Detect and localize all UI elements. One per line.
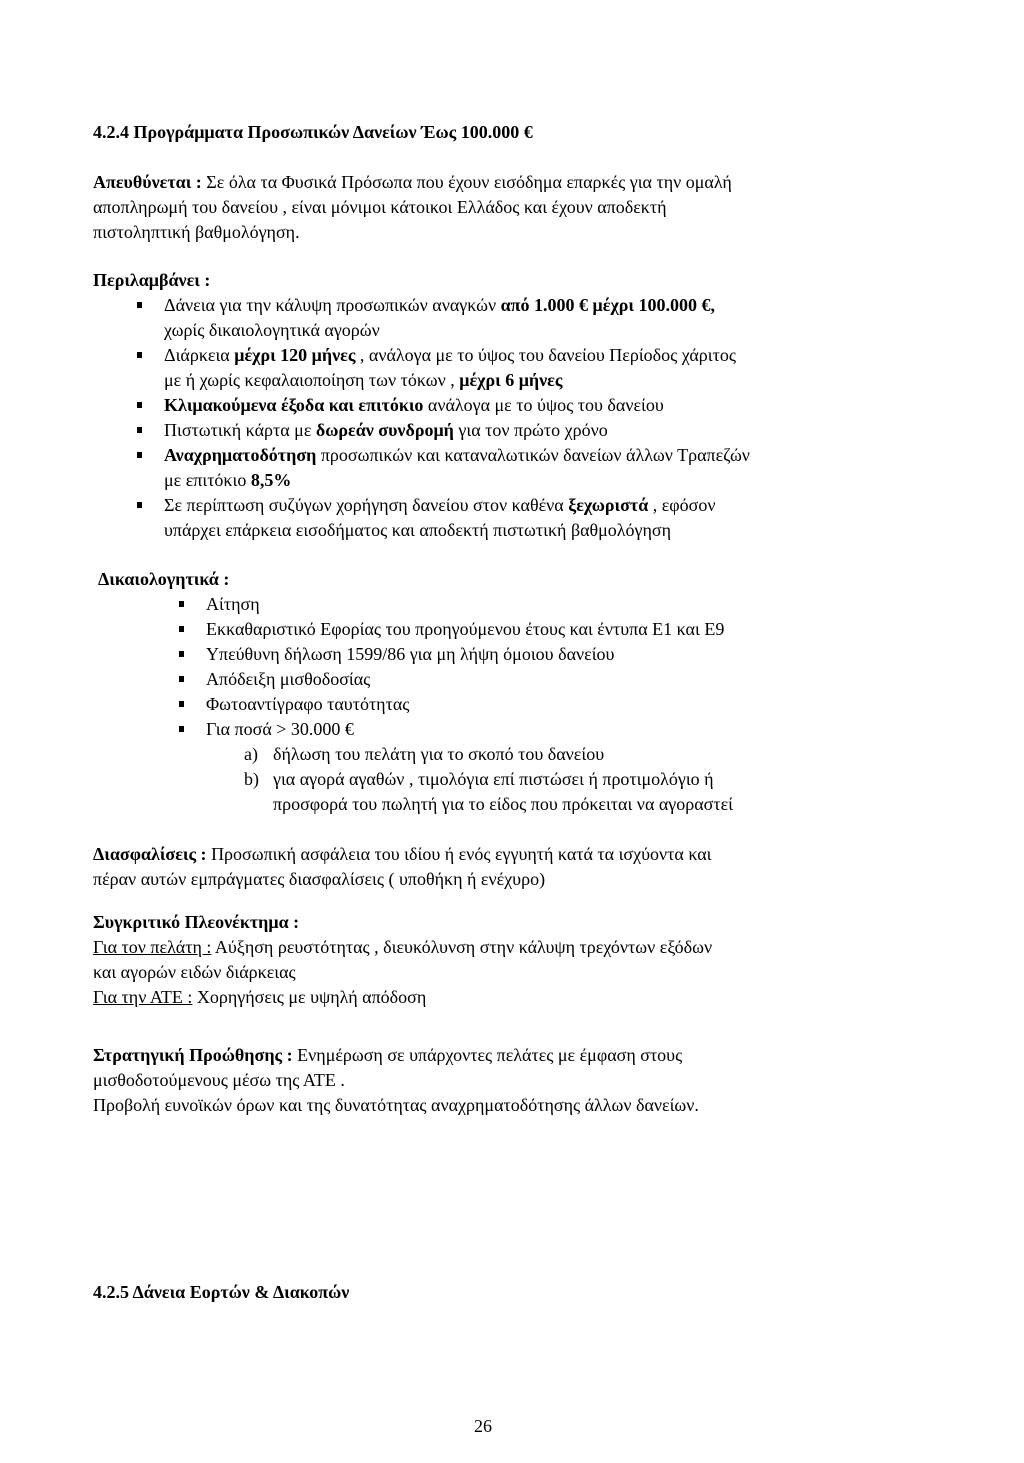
list-item: Εκκαθαριστικό Εφορίας του προηγούμενου έτους και έντυπα Ε1 και Ε9 — [176, 617, 896, 642]
list-item: Διάρκεια μέχρι 120 μήνες , ανάλογα με το ύψος του δανείου Περίοδος χάριτος με ή χωρίς κεφαλαιοποίηση των τόκων , μέχρι 6 μήνες — [134, 343, 894, 393]
docs-sub-a-text: δήλωση του πελάτη για το σκοπό του δανείου — [273, 744, 605, 764]
list-item: Αίτηση — [176, 592, 896, 617]
section-title-text: 4.2.4 Προγράμματα Προσωπικών Δανείων Έως 100.000 € — [93, 122, 533, 142]
docs-sub-b-text-1: για αγορά αγαθών , τιμολόγια επί πιστώσει ή προτιμολόγιο ή — [273, 769, 714, 789]
guarantees-paragraph: Διασφαλίσεις : Προσωπική ασφάλεια του ιδίου ή ενός εγγυητή κατά τα ισχύοντα και πέραν αυτών εμπράγματες διασφαλίσεις ( υποθήκη ή ενέχυρο) — [93, 844, 712, 889]
docs-heading: Δικαιολογητικά : — [98, 569, 230, 589]
list-item: Πιστωτική κάρτα με δωρεάν συνδρομή για τον πρώτο χρόνο — [134, 418, 894, 443]
list-item: Δάνεια για την κάλυψη προσωπικών αναγκών από 1.000 € μέχρι 100.000 €, χωρίς δικαιολογητικά αγορών — [134, 293, 894, 343]
docs-sub-b-text-2: προσφορά του πωλητή για το είδος που πρόκειται να αγοραστεί — [273, 794, 734, 814]
list-item: Απόδειξη μισθοδοσίας — [176, 667, 896, 692]
guarantees-label: Διασφαλίσεις : — [93, 844, 207, 864]
list-item: Αναχρηματοδότηση προσωπικών και καταναλωτικών δανείων άλλων Τραπεζών με επιτόκιο 8,5% — [134, 443, 894, 493]
docs-sub-b-marker: b) — [244, 769, 259, 789]
promotion-label: Στρατηγική Προώθησης : — [93, 1045, 293, 1065]
audience-paragraph — [93, 170, 853, 245]
page-number: 26 — [474, 1416, 492, 1436]
includes-heading: Περιλαμβάνει : — [93, 270, 211, 290]
advantage-client-label: Για τον πελάτη : — [93, 937, 212, 957]
list-item: Υπεύθυνη δήλωση 1599/86 για μη λήψη όμοιου δανείου — [176, 642, 896, 667]
includes-list — [134, 293, 894, 543]
audience-text-3: πιστοληπτική βαθμολόγηση. — [93, 222, 300, 242]
audience-text-2: αποπληρωμή του δανείου , είναι μόνιμοι κάτοικοι Ελλάδος και έχουν αποδεκτή — [93, 197, 667, 217]
section-title — [93, 120, 533, 145]
list-item: Σε περίπτωση συζύγων χορήγηση δανείου στον καθένα ξεχωριστά , εφόσον υπάρχει επάρκεια εισοδήματος και αποδεκτή πιστωτική βαθμολόγηση — [134, 493, 894, 543]
advantage-label: Συγκριτικό Πλεονέκτημα : — [93, 912, 300, 932]
next-section-title: 4.2.5 Δάνεια Εορτών & Διακοπών — [93, 1282, 350, 1302]
list-item: Για ποσά > 30.000 € — [176, 717, 896, 742]
promotion-paragraph: Στρατηγική Προώθησης : Ενημέρωση σε υπάρχοντες πελάτες με έμφαση στους μισθοδοτούμενους μέσω της ΑΤΕ . Προβολή ευνοϊκών όρων και της δυνατότητας αναχρηματοδότησης άλλων δανείων. — [93, 1045, 699, 1115]
docs-sub-a-marker: a) — [244, 744, 258, 764]
audience-text-1: Σε όλα τα Φυσικά Πρόσωπα που έχουν εισόδημα επαρκές για την ομαλή — [201, 172, 732, 192]
docs-list — [176, 592, 896, 742]
advantage-paragraph: Συγκριτικό Πλεονέκτημα : Για τον πελάτη : Αύξηση ρευστότητας , διευκόλυνση στην κάλυψη τρεχόντων εξόδων και αγορών ειδών διάρκειας Για την ΑΤΕ : Χορηγήσεις με υψηλή απόδοση — [93, 912, 713, 1007]
advantage-ate-label: Για την ΑΤΕ : — [93, 987, 193, 1007]
list-item: Κλιμακούμενα έξοδα και επιτόκιο ανάλογα με το ύψος του δανείου — [134, 393, 894, 418]
list-item: Φωτοαντίγραφο ταυτότητας — [176, 692, 896, 717]
audience-label: Απευθύνεται : — [93, 172, 202, 192]
